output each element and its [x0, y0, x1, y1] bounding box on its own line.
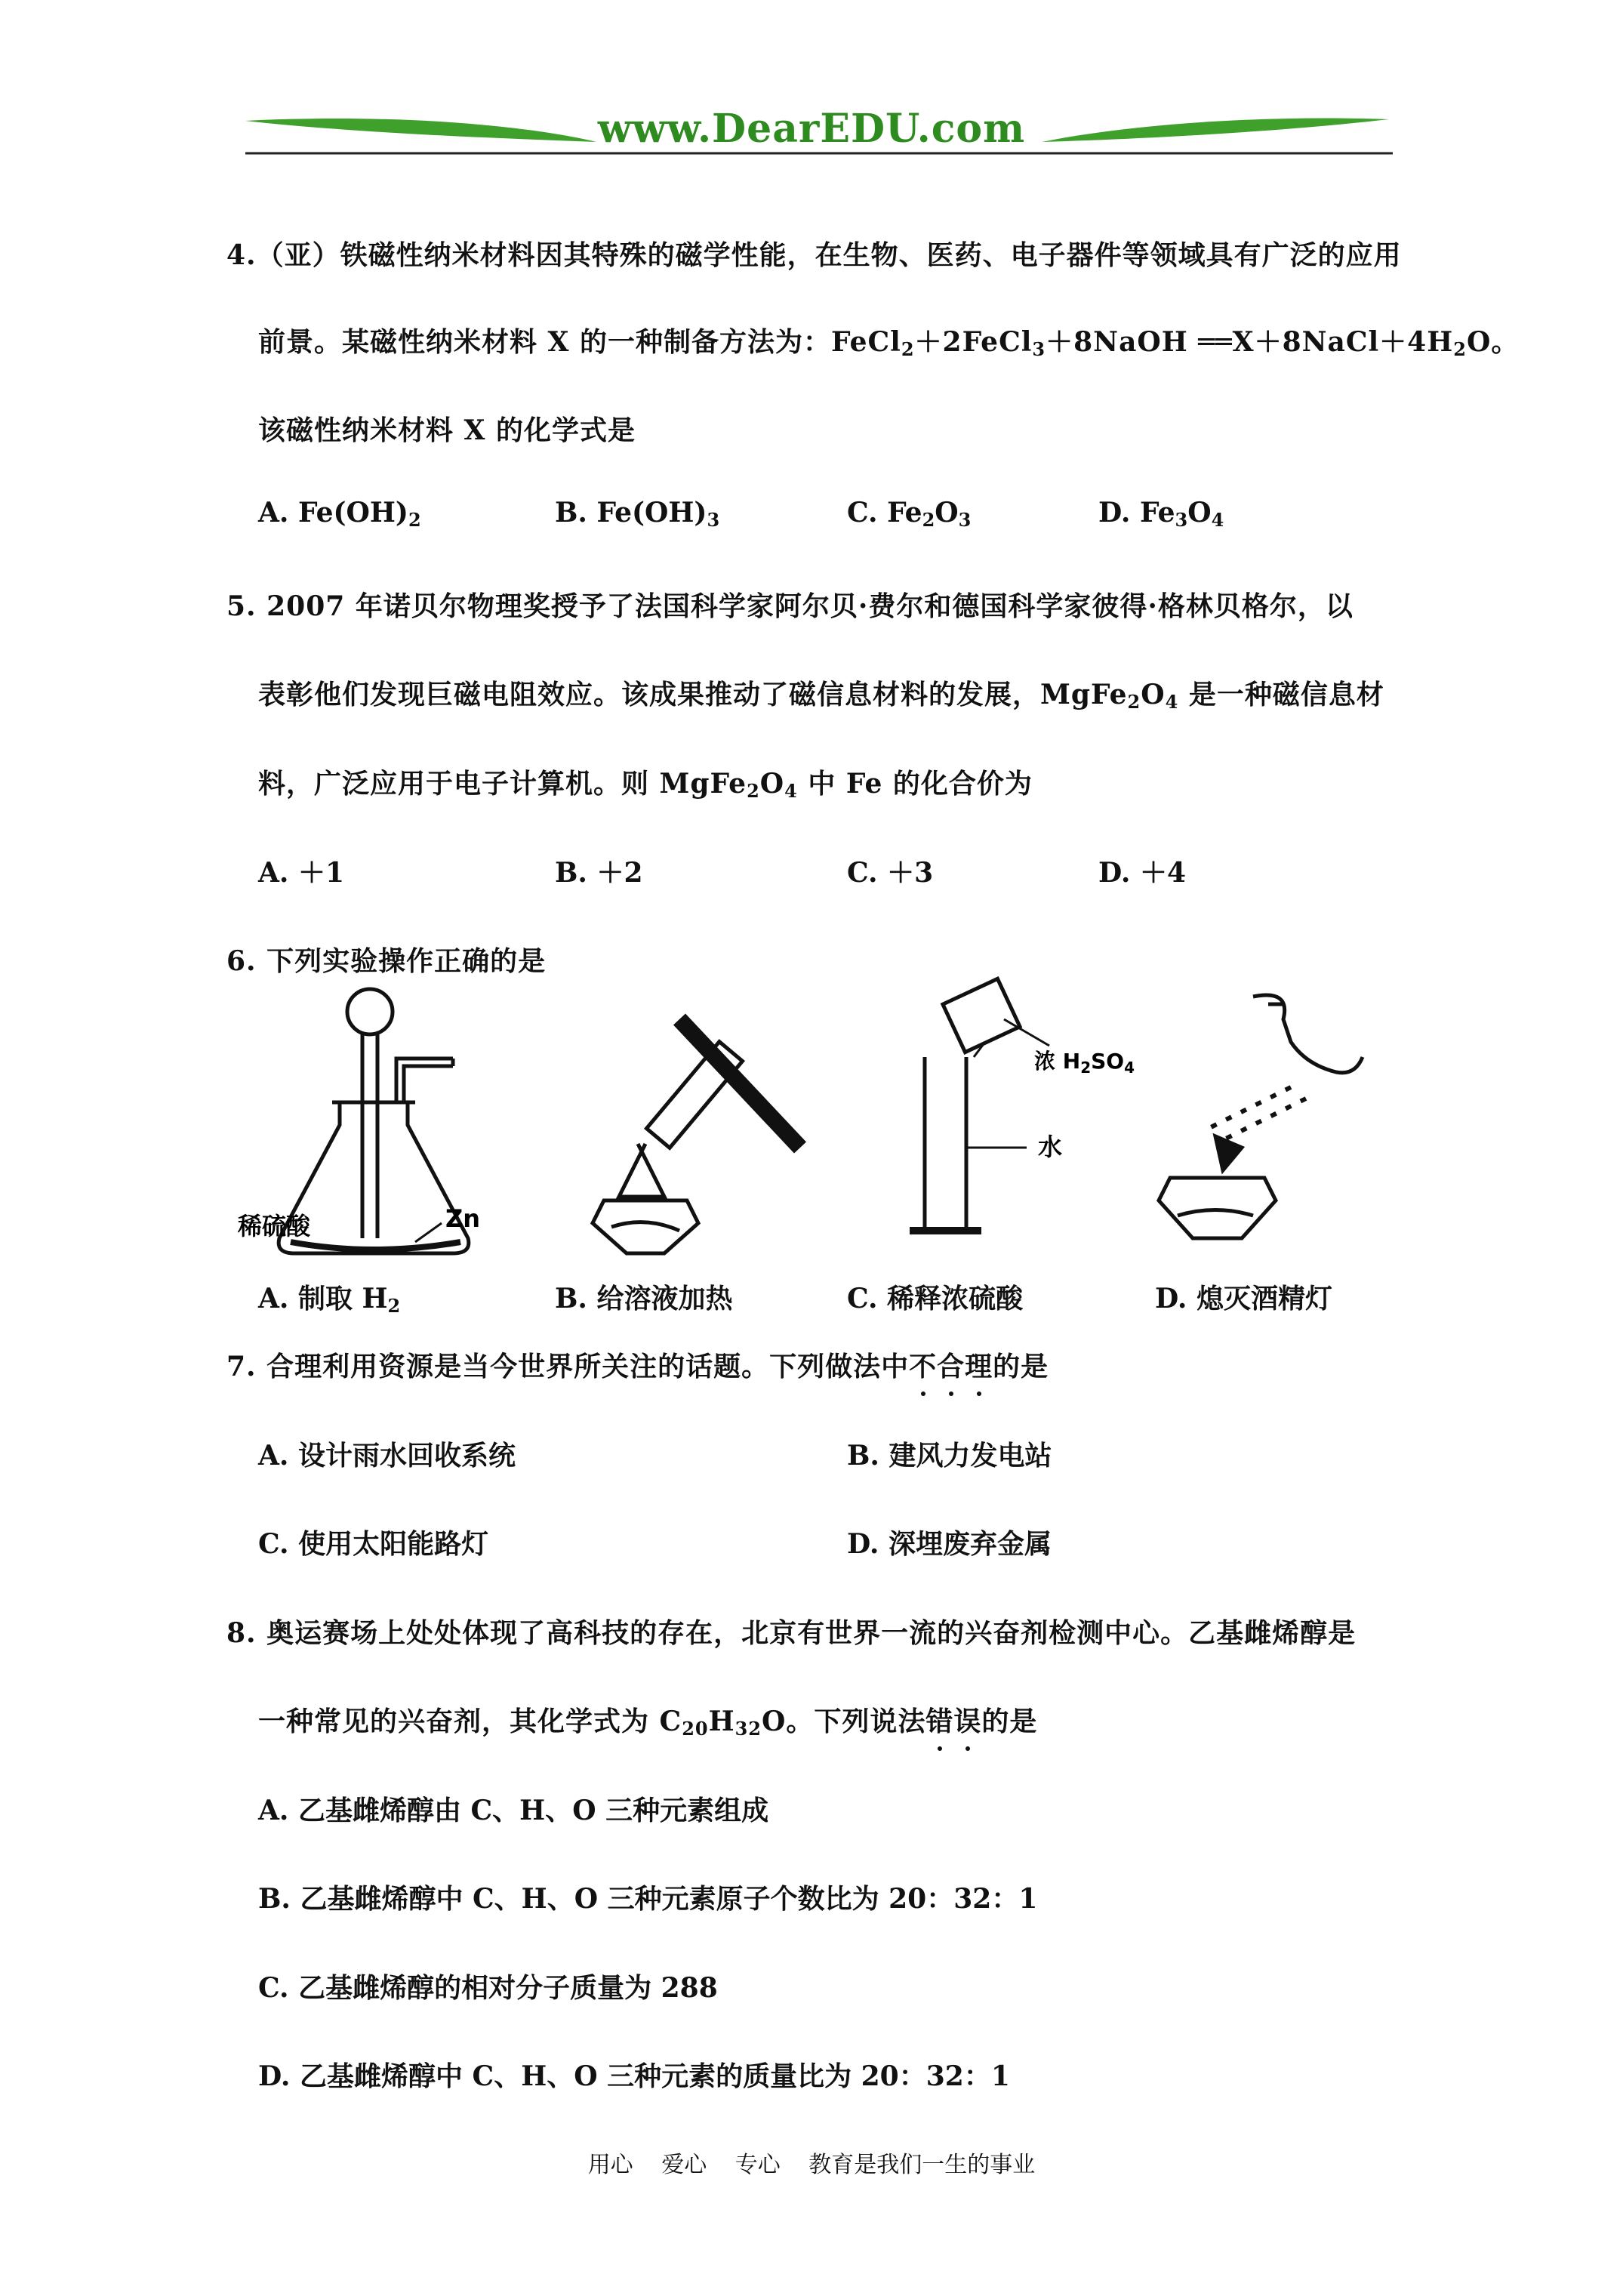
q6-option-d: D. 熄灭酒精灯 — [1155, 1283, 1333, 1314]
apparatus-c-dilution — [910, 978, 1049, 1231]
q5-line3: 料，广泛应用于电子计算机。则 $MgFe_2O_4$ 中 Fe 的化合价为 — [258, 768, 1033, 802]
apparatus-d-extinguish — [1159, 995, 1363, 1238]
q4-option-d: D. $Fe_3O_4$ — [1098, 497, 1224, 531]
q8-line1: 8. 奥运赛场上处处体现了高科技的存在，北京有世界一流的兴奋剂检测中心。乙基雌烯醇是 — [226, 1617, 1357, 1649]
q6-option-a: A. 制取 $H_2$ — [258, 1283, 401, 1317]
q7-line1: 7. 合理利用资源是当今世界所关注的话题。下列做法中不合理的是 — [226, 1345, 1049, 1384]
q8-option-d: D. 乙基雌烯醇中 C、H、O 三种元素的质量比为 20：32：1 — [258, 2060, 1010, 2092]
q6-option-b: B. 给溶液加热 — [555, 1283, 733, 1314]
q4-line3: 该磁性纳米材料 X 的化学式是 — [258, 415, 636, 446]
q7-option-d: D. 深埋废弃金属 — [847, 1528, 1052, 1560]
q4-line1: 4.（亚）铁磁性纳米材料因其特殊的磁学性能，在生物、医药、电子器件等领域具有广泛的应用 — [226, 239, 1402, 271]
q6-apparatus-figures — [226, 974, 1404, 1276]
q4-option-c: C. $Fe_2O_3$ — [847, 497, 972, 531]
q5-option-a: A. ＋1 — [258, 857, 345, 889]
page-footer: 用心 爱心 专心 教育是我们一生的事业 — [587, 2152, 1036, 2178]
site-name: www.DearEDU.com — [597, 106, 1026, 152]
q5-option-b: B. ＋2 — [555, 857, 643, 889]
q6-option-c: C. 稀释浓硫酸 — [847, 1283, 1024, 1314]
label-water: 水 — [1038, 1133, 1063, 1161]
apparatus-b-heating — [593, 1019, 800, 1253]
q7-option-a: A. 设计雨水回收系统 — [258, 1440, 516, 1472]
q4-option-a: A. $Fe(OH)_2$ — [258, 497, 421, 531]
label-conc-acid: 浓 $H_2SO_4$ — [1034, 1049, 1135, 1077]
q4-line2: 前景。某磁性纳米材料 X 的一种制备方法为：FeCl$_2$＋2FeCl$_3$＋8NaOH $══X+8NaCl+4H_2O$。 — [258, 326, 1520, 360]
q8-option-b: B. 乙基雌烯醇中 C、H、O 三种元素原子个数比为 20：32：1 — [258, 1883, 1038, 1915]
label-zn: Zn — [445, 1204, 480, 1233]
q8-line2: 一种常见的兴奋剂，其化学式为 $C_{20}H_{32}O$。下列说法错误的是 — [258, 1700, 1037, 1740]
q4-option-b: B. $Fe(OH)_3$ — [555, 497, 720, 531]
q5-line2: 表彰他们发现巨磁电阻效应。该成果推动了磁信息材料的发展，$MgFe_2O_4$ 是一种磁信息材 — [258, 679, 1384, 713]
q5-option-d: D. ＋4 — [1098, 857, 1187, 889]
q7-option-c: C. 使用太阳能路灯 — [258, 1528, 489, 1560]
q8-option-c: C. 乙基雌烯醇的相对分子质量为 288 — [258, 1972, 718, 2004]
q7-option-b: B. 建风力发电站 — [847, 1440, 1052, 1472]
q6-line1: 6. 下列实验操作正确的是 — [226, 945, 547, 977]
q8-option-a: A. 乙基雌烯醇由 C、H、O 三种元素组成 — [258, 1795, 769, 1826]
q5-line1: 5. 2007 年诺贝尔物理奖授予了法国科学家阿尔贝·费尔和德国科学家彼得·格林贝格尔，以 — [226, 590, 1354, 622]
q5-option-c: C. ＋3 — [847, 857, 934, 889]
label-dilute-acid: 稀硫酸 — [238, 1212, 311, 1240]
